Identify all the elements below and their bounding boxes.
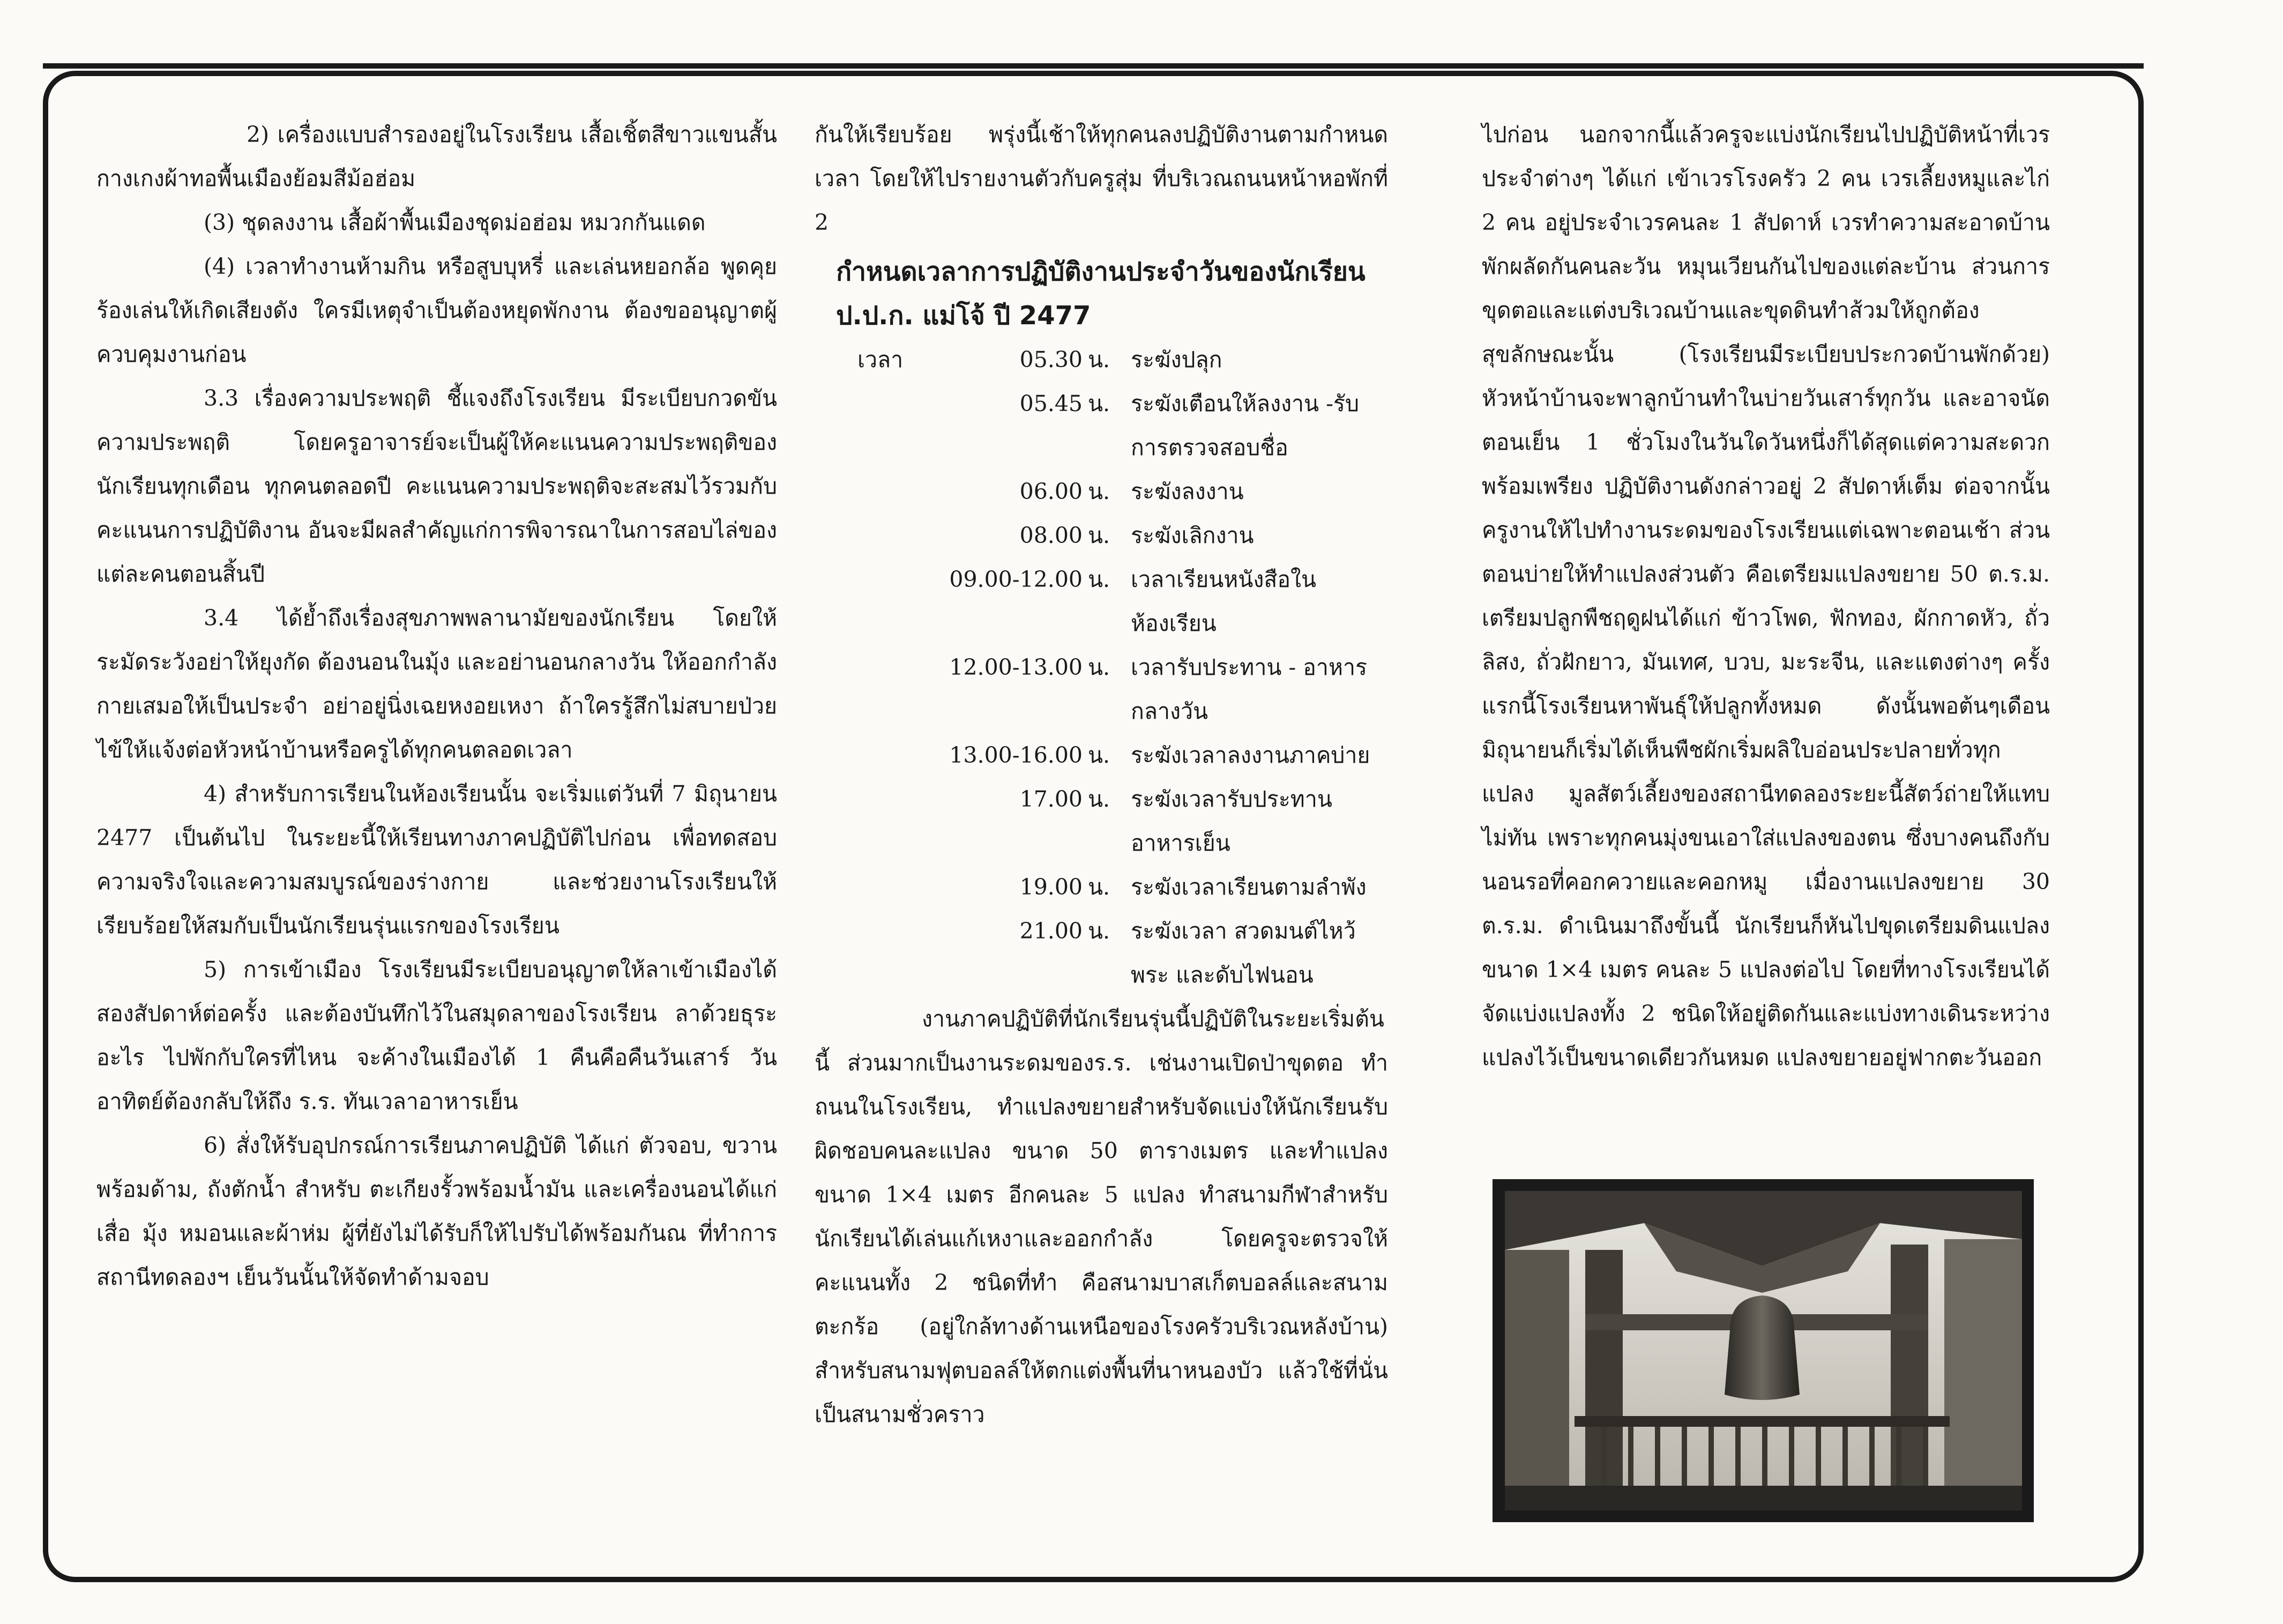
schedule-time: 05.30 [1019, 347, 1083, 373]
paragraph: 2) เครื่องแบบสำรองอยู่ในโรงเรียน เสื้อเชิ้ตสีขาวแขนสั้น กางเกงผ้าทอพื้นเมืองย้อมสีม้อฮ่อม [96, 122, 777, 191]
paragraph: 4) สำหรับการเรียนในห้องเรียนนั้น จะเริ่มแต่วันที่ 7 มิถุนายน 2477 เป็นต้นไป ในระยะนี้ให้เรียนทางภาคปฏิบัติไปก่อน เพื่อทดสอบความจริงใจและความสมบูรณ์ของร่างกาย และช่วยงานโรงเรียนให้เรียบร้อยให้สมกับเป็นนักเรียนรุ่นแรกของโรงเรียน [96, 781, 777, 938]
schedule-activity: ระฆังลงงาน [1131, 479, 1244, 504]
schedule-unit: น. [1088, 391, 1110, 416]
paragraph: (3) ชุดลงงาน เสื้อผ้าพื้นเมืองชุดม่อฮ่อม หมวกกันแดด [204, 210, 706, 235]
paragraph: 3.3 เรื่องความประพฤติ ชี้แจงถึงโรงเรียน มีระเบียบกวดขันความประพฤติ โดยครูอาจารย์จะเป็นผู้ให้คะแนนความประพฤติของนักเรียนทุกเดือน ทุกคนตลอดปี คะแนนความประพฤติจะสะสมไว้รวมกับคะแนนการปฏิบัติงาน อันจะมีผลสำคัญแก่การพิจารณาในการสอบไล่ของแต่ละคนตอนสิ้นปี [96, 385, 777, 587]
schedule-heading: กำหนดเวลาการปฏิบัติงานประจำวันของนักเรียน ป.ป.ก. แม่โจ้ ปี 2477 [836, 257, 1366, 331]
schedule-row [857, 733, 1388, 777]
schedule-activity: ระฆังเวลาลงงานภาคบ่าย [1131, 742, 1370, 768]
schedule-list [857, 338, 1388, 997]
schedule-row [857, 382, 1388, 470]
schedule-unit: น. [1088, 567, 1110, 592]
schedule-label: เวลา [857, 347, 904, 373]
schedule-activity: ระฆังเวลา สวดมนต์ไหว้พระ และดับไฟนอน [1131, 918, 1356, 988]
schedule-activity: เวลาเรียนหนังสือในห้องเรียน [1131, 567, 1317, 636]
schedule-activity: ระฆังเวลารับประทานอาหารเย็น [1131, 786, 1332, 856]
schedule-row [857, 909, 1388, 997]
schedule-time: 12.00-13.00 [949, 654, 1083, 680]
paragraph: 3.4 ได้ย้ำถึงเรื่องสุขภาพพลานามัยของนักเรียน โดยให้ระมัดระวังอย่าให้ยุงกัด ต้องนอนในมุ้ง และอย่านอนกลางวัน ให้ออกกำลังกายเสมอให้เป็นประจำ อย่าอยู่นิ่งเฉยหงอยเหงา ถ้าใครรู้สึกไม่สบายป่วยไข้ให้แจ้งต่อหัวหน้าบ้านหรือครูได้ทุกคนตลอดเวลา [96, 605, 777, 763]
schedule-row [857, 338, 1388, 382]
schedule-unit: น. [1088, 918, 1110, 944]
schedule-unit: น. [1088, 786, 1110, 812]
schedule-row [857, 777, 1388, 865]
schedule-time: 09.00-12.00 [949, 567, 1083, 592]
left-column [96, 113, 777, 1299]
schedule-row [857, 513, 1388, 557]
paragraph: 5) การเข้าเมือง โรงเรียนมีระเบียบอนุญาตให้ลาเข้าเมืองได้สองสัปดาห์ต่อครั้ง และต้องบันทึกไว้ในสมุดลาของโรงเรียน ลาด้วยธุระอะไร ไปพักกับใครที่ไหน จะค้างในเมืองได้ 1 คืนคือคืนวันเสาร์ วันอาทิตย์ต้องกลับให้ถึง ร.ร. ทันเวลาอาหารเย็น [96, 957, 777, 1114]
schedule-row [857, 557, 1388, 645]
bell-tower-photo [1505, 1191, 2022, 1510]
bell-tower-image [1505, 1191, 2022, 1510]
schedule-unit: น. [1088, 742, 1110, 768]
schedule-time: 21.00 [1019, 918, 1083, 944]
schedule-activity: ระฆังปลุก [1131, 347, 1222, 373]
middle-column [815, 113, 1388, 1436]
right-column [1482, 113, 2050, 1079]
schedule-row [857, 865, 1388, 909]
schedule-unit: น. [1088, 523, 1110, 548]
schedule-row [857, 470, 1388, 513]
paragraph: กันให้เรียบร้อย พรุ่งนี้เช้าให้ทุกคนลงปฏิบัติงานตามกำหนดเวลา โดยให้ไปรายงานตัวกับครูสุ่ม ที่บริเวณถนนหน้าหอพักที่ 2 [815, 122, 1388, 235]
schedule-time: 08.00 [1019, 523, 1083, 548]
schedule-activity: เวลารับประทาน - อาหารกลางวัน [1131, 654, 1368, 724]
schedule-activity: ระฆังเวลาเรียนตามลำพัง [1131, 874, 1367, 900]
schedule-unit: น. [1088, 479, 1110, 504]
paragraph: (4) เวลาทำงานห้ามกิน หรือสูบบุหรี่ และเล่นหยอกล้อ พูดคุยร้องเล่นให้เกิดเสียงดัง ใครมีเหตุจำเป็นต้องหยุดพักงาน ต้องขออนุญาตผู้ควบคุมงานก่อน [96, 254, 777, 367]
schedule-unit: น. [1088, 654, 1110, 680]
schedule-time: 19.00 [1019, 874, 1083, 900]
schedule-time: 05.45 [1019, 391, 1083, 416]
paragraph: ไปก่อน นอกจากนี้แล้วครูจะแบ่งนักเรียนไปปฏิบัติหน้าที่เวรประจำต่างๆ ได้แก่ เข้าเวรโรงครัว 2 คน เวรเลี้ยงหมูและไก่ 2 คน อยู่ประจำเวรคนละ 1 สัปดาห์ เวรทำความสะอาดบ้านพักผลัดกันคนละวัน หมุนเวียนกันไปของแต่ละบ้าน ส่วนการขุดตอและแต่งบริเวณบ้านและขุดดินทำส้วมให้ถูกต้องสุขลักษณะนั้น (โรงเรียนมีระเบียบประกวดบ้านพักด้วย) หัวหน้าบ้านจะพาลูกบ้านทำในบ่ายวันเสาร์ทุกวัน และอาจนัดตอนเย็น 1 ชั่วโมงในวันใดวันหนึ่งก็ได้สุดแต่ความสะดวกพร้อมเพรียง ปฏิบัติงานดังกล่าวอยู่ 2 สัปดาห์เต็ม ต่อจากนั้นครูงานให้ไปทำงานระดมของโรงเรียนแต่เฉพาะตอนเช้า ส่วนตอนบ่ายให้ทำแปลงส่วนตัว คือเตรียมแปลงขยาย 50 ต.ร.ม. เตรียมปลูกพืชฤดูฝนได้แก่ ข้าวโพด, ฟักทอง, ผักกาดหัว, ถั่วลิสง, ถั่วฝักยาว, มันเทศ, บวบ, มะระจีน, และแตงต่างๆ ครั้งแรกนี้โรงเรียนหาพันธุ์ให้ปลูกทั้งหมด ดังนั้นพอต้นๆเดือนมิถุนายนก็เริ่มได้เห็นพืชผักเริ่มผลิใบอ่อนประปลายทั่วทุกแปลง มูลสัตว์เลี้ยงของสถานีทดลองระยะนี้สัตว์ถ่ายให้แทบไม่ทัน เพราะทุกคนมุ่งขนเอาใส่แปลงของตน ซึ่งบางคนถึงกับนอนรอที่คอกควายและคอกหมู เมื่องานแปลงขยาย 30 ต.ร.ม. ดำเนินมาถึงขั้นนี้ นักเรียนก็หันไปขุดเตรียมดินแปลงขนาด 1×4 เมตร คนละ 5 แปลงต่อไป โดยที่ทางโรงเรียนได้จัดแบ่งแปลงทั้ง 2 ชนิดให้อยู่ติดกันและแบ่งทางเดินระหว่างแปลงไว้เป็นขนาดเดียวกันหมด แปลงขยายอยู่ฟากตะวันออก [1482, 122, 2050, 1070]
schedule-time: 17.00 [1019, 786, 1083, 812]
schedule-activity: ระฆังเลิกงาน [1131, 523, 1254, 548]
paragraph: 6) สั่งให้รับอุปกรณ์การเรียนภาคปฏิบัติ ได้แก่ ตัวจอบ, ขวานพร้อมด้าม, ถังตักน้ำ สำหรับ ตะเกียงรั้วพร้อมน้ำมัน และเครื่องนอนได้แก่ เสื่อ มุ้ง หมอนและผ้าห่ม ผู้ที่ยังไม่ได้รับก็ให้ไปรับได้พร้อมกันณ ที่ทำการสถานีทดลองฯ เย็นวันนั้นให้จัดทำด้ามจอบ [96, 1133, 777, 1290]
schedule-unit: น. [1088, 874, 1110, 900]
paragraph: งานภาคปฏิบัติที่นักเรียนรุ่นนี้ปฏิบัติในระยะเริ่มต้นนี้ ส่วนมากเป็นงานระดมของร.ร. เช่นงานเปิดป่าขุดตอ ทำถนนในโรงเรียน, ทำแปลงขยายสำหรับจัดแบ่งให้นักเรียนรับผิดชอบคนละแปลง ขนาด 50 ตารางเมตร และทำแปลงขนาด 1×4 เมตร อีกคนละ 5 แปลง ทำสนามกีฬาสำหรับนักเรียนได้เล่นแก้เหงาและออกกำลัง โดยครูจะตรวจให้คะแนนทั้ง 2 ชนิดที่ทำ คือสนามบาสเก็ตบอลล์และสนามตะกร้อ (อยู่ใกล้ทางด้านเหนือของโรงครัวบริเวณหลังบ้าน) สำหรับสนามฟุตบอลล์ให้ตกแต่งพื้นที่นาหนองบัว แล้วใช้ที่นั่นเป็นสนามชั่วคราว [815, 1006, 1388, 1427]
schedule-unit: น. [1088, 347, 1110, 373]
top-rule [43, 63, 2144, 69]
schedule-row [857, 645, 1388, 733]
schedule-activity: ระฆังเตือนให้ลงงาน -รับการตรวจสอบชื่อ [1131, 391, 1359, 460]
schedule-time: 06.00 [1019, 479, 1083, 504]
schedule-time: 13.00-16.00 [949, 742, 1083, 768]
